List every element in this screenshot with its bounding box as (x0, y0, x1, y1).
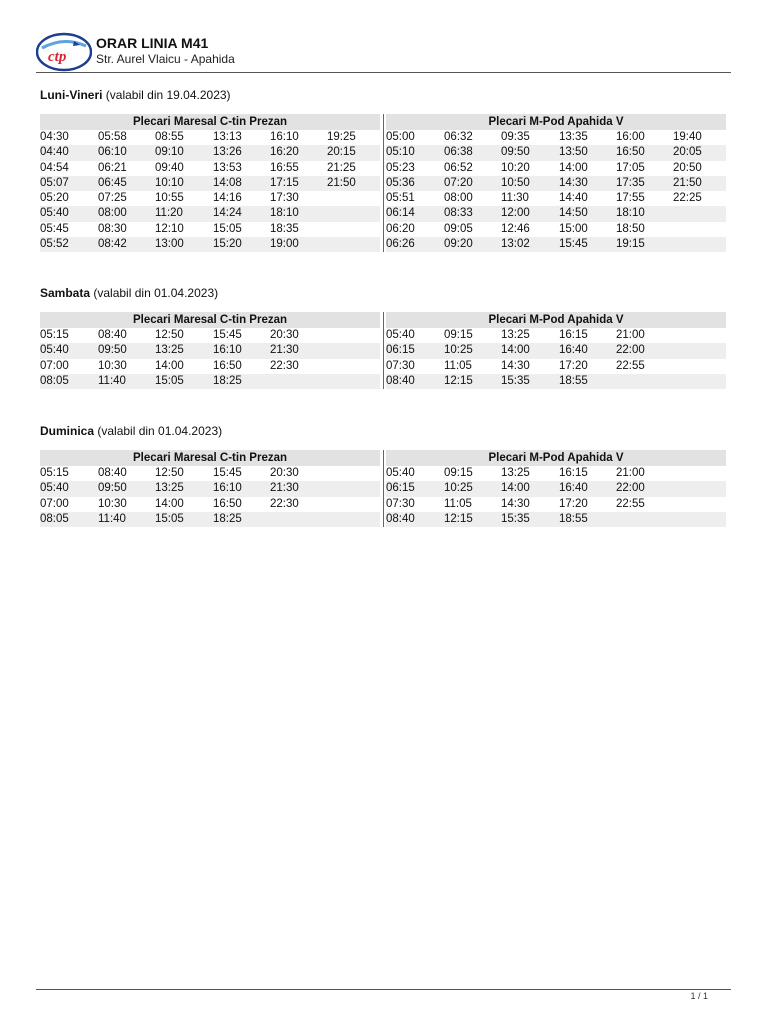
departure-time: 07:00 (40, 497, 69, 510)
departure-time: 14:30 (501, 497, 530, 510)
section-validity: (valabil din 01.04.2023) (93, 286, 219, 300)
departure-time: 15:35 (501, 512, 530, 525)
table-row (40, 237, 380, 252)
departure-time: 05:15 (40, 467, 69, 479)
departure-time: 12:15 (444, 512, 473, 525)
departure-time: 17:05 (616, 161, 645, 174)
departure-time: 07:20 (444, 176, 473, 189)
table-row (40, 497, 380, 512)
table-row (386, 206, 726, 221)
departure-time: 06:20 (386, 222, 415, 235)
table-row (40, 176, 380, 191)
departure-time: 09:15 (444, 329, 473, 341)
departure-time: 15:35 (501, 374, 530, 387)
departure-time: 09:05 (444, 222, 473, 235)
table-row (40, 466, 380, 481)
page-title: ORAR LINIA M41 (96, 35, 209, 51)
table-row (40, 328, 380, 343)
departure-time: 13:02 (501, 238, 530, 251)
departure-time: 11:40 (98, 512, 126, 525)
departure-time: 13:50 (559, 146, 588, 159)
departure-time: 18:10 (616, 207, 645, 220)
table-row (386, 176, 726, 191)
departure-time: 19:25 (327, 131, 356, 143)
departure-time: 08:40 (98, 467, 127, 479)
departure-time: 15:05 (155, 512, 184, 525)
departure-time: 05:40 (40, 207, 69, 220)
departure-time: 12:00 (501, 207, 530, 220)
departure-time: 09:50 (501, 146, 530, 159)
page-number: 1 / 1 (690, 991, 708, 1001)
departure-time: 22:55 (616, 497, 645, 510)
table-row (40, 512, 380, 527)
departure-time: 08:55 (155, 131, 184, 143)
table-row (40, 343, 380, 358)
departure-time: 16:10 (270, 131, 299, 143)
table-row (386, 328, 726, 343)
table-row (386, 512, 726, 527)
table-row (40, 130, 380, 145)
departure-time: 06:15 (386, 482, 415, 495)
departure-time: 16:15 (559, 329, 588, 341)
departure-time: 08:40 (386, 512, 415, 525)
column-divider (383, 114, 384, 252)
table-row (40, 374, 380, 389)
schedule-section-luni-vineri (40, 88, 728, 251)
departure-time: 14:00 (559, 161, 588, 174)
departure-time: 18:25 (213, 374, 242, 387)
departure-time: 07:00 (40, 359, 69, 372)
departure-time: 06:15 (386, 344, 415, 357)
departure-time: 18:10 (270, 207, 299, 220)
table-row (40, 206, 380, 221)
section-validity: (valabil din 19.04.2023) (105, 88, 231, 102)
departure-time: 12:10 (155, 222, 184, 235)
departure-time: 07:30 (386, 497, 415, 510)
departure-time: 16:20 (270, 146, 299, 159)
table-header: Plecari M-Pod Apahida V (386, 312, 726, 328)
departure-time: 11:05 (444, 497, 472, 510)
header-divider (36, 72, 731, 73)
table-row (386, 374, 726, 389)
departure-time: 21:30 (270, 344, 299, 357)
departure-time: 05:20 (40, 192, 69, 205)
table-header: Plecari M-Pod Apahida V (386, 450, 726, 466)
departure-time: 06:32 (444, 131, 473, 143)
departure-time: 05:07 (40, 176, 69, 189)
table-header: Plecari Maresal C-tin Prezan (40, 450, 380, 466)
departure-time: 18:50 (616, 222, 645, 235)
departure-time: 06:38 (444, 146, 473, 159)
departure-time: 16:10 (213, 482, 242, 495)
departure-time: 13:25 (501, 467, 530, 479)
departure-time: 04:54 (40, 161, 69, 174)
departure-time: 16:50 (213, 497, 242, 510)
departure-time: 12:46 (501, 222, 530, 235)
departure-time: 16:40 (559, 482, 588, 495)
section-validity: (valabil din 01.04.2023) (97, 424, 223, 438)
departure-time: 04:40 (40, 146, 69, 159)
departure-time: 14:16 (213, 192, 242, 205)
departure-time: 09:50 (98, 344, 127, 357)
departure-time: 18:35 (270, 222, 299, 235)
table-row (386, 191, 726, 206)
departures-apahida-table (386, 450, 726, 527)
departure-time: 13:13 (213, 131, 242, 143)
departure-time: 10:10 (155, 176, 184, 189)
departure-time: 05:15 (40, 329, 69, 341)
table-row (386, 161, 726, 176)
departure-time: 21:00 (616, 329, 645, 341)
departure-time: 21:00 (616, 467, 645, 479)
page-header (36, 32, 736, 72)
departures-prezan-table (40, 450, 380, 527)
departure-time: 11:30 (501, 192, 529, 205)
table-row (40, 481, 380, 496)
departure-time: 13:25 (155, 344, 184, 357)
departure-time: 06:21 (98, 161, 127, 174)
departure-time: 13:25 (501, 329, 530, 341)
departure-time: 04:30 (40, 131, 69, 143)
departure-time: 16:55 (270, 161, 299, 174)
departure-time: 13:53 (213, 161, 242, 174)
departure-time: 15:20 (213, 238, 242, 251)
departure-time: 21:50 (327, 176, 356, 189)
schedule-section-duminica (40, 424, 728, 525)
table-row (386, 359, 726, 374)
departure-time: 05:10 (386, 146, 415, 159)
departure-time: 15:05 (213, 222, 242, 235)
departure-time: 05:58 (98, 131, 127, 143)
departure-time: 09:15 (444, 467, 473, 479)
departure-time: 15:45 (213, 329, 242, 341)
departure-time: 06:45 (98, 176, 127, 189)
table-row (40, 359, 380, 374)
departure-time: 10:30 (98, 497, 127, 510)
departure-time: 14:00 (501, 344, 530, 357)
departure-time: 09:35 (501, 131, 530, 143)
departure-time: 05:40 (386, 467, 415, 479)
table-row (40, 222, 380, 237)
departure-time: 14:40 (559, 192, 588, 205)
departure-time: 16:50 (213, 359, 242, 372)
departure-time: 12:50 (155, 329, 184, 341)
departure-time: 12:50 (155, 467, 184, 479)
departure-time: 08:05 (40, 374, 69, 387)
departure-time: 11:05 (444, 359, 472, 372)
departure-time: 11:20 (155, 207, 183, 220)
departure-time: 18:25 (213, 512, 242, 525)
departure-time: 21:50 (673, 176, 702, 189)
departures-prezan-table (40, 114, 380, 252)
section-title (40, 88, 728, 106)
table-row (40, 145, 380, 160)
departure-time: 14:24 (213, 207, 242, 220)
departure-time: 14:30 (501, 359, 530, 372)
departure-time: 17:20 (559, 497, 588, 510)
departure-time: 05:36 (386, 176, 415, 189)
table-row (386, 237, 726, 252)
departure-time: 15:45 (559, 238, 588, 251)
departure-time: 21:25 (327, 161, 356, 174)
departure-time: 07:25 (98, 192, 127, 205)
departure-time: 06:14 (386, 207, 415, 220)
table-header: Plecari M-Pod Apahida V (386, 114, 726, 130)
departure-time: 20:15 (327, 146, 356, 159)
departure-time: 14:30 (559, 176, 588, 189)
departure-time: 16:10 (213, 344, 242, 357)
departure-time: 18:55 (559, 374, 588, 387)
departure-time: 05:40 (40, 482, 69, 495)
departure-time: 08:33 (444, 207, 473, 220)
departure-time: 13:26 (213, 146, 242, 159)
departure-time: 17:55 (616, 192, 645, 205)
departure-time: 05:40 (386, 329, 415, 341)
departure-time: 10:55 (155, 192, 184, 205)
table-row (386, 145, 726, 160)
departure-time: 18:55 (559, 512, 588, 525)
departure-time: 20:30 (270, 329, 299, 341)
departure-time: 16:50 (616, 146, 645, 159)
departure-time: 15:45 (213, 467, 242, 479)
departure-time: 22:30 (270, 359, 299, 372)
departure-time: 06:52 (444, 161, 473, 174)
table-header: Plecari Maresal C-tin Prezan (40, 312, 380, 328)
departures-apahida-table (386, 114, 726, 252)
departure-time: 05:45 (40, 222, 69, 235)
departure-time: 09:40 (155, 161, 184, 174)
footer-divider (36, 989, 731, 990)
departure-time: 09:50 (98, 482, 127, 495)
departure-time: 20:50 (673, 161, 702, 174)
departure-time: 22:25 (673, 192, 702, 205)
departure-time: 20:30 (270, 467, 299, 479)
departure-time: 15:00 (559, 222, 588, 235)
departure-time: 22:55 (616, 359, 645, 372)
departures-prezan-table (40, 312, 380, 389)
departure-time: 17:20 (559, 359, 588, 372)
table-row (386, 481, 726, 496)
departure-time: 22:00 (616, 344, 645, 357)
section-day-label: Sambata (40, 286, 91, 300)
departure-time: 08:00 (444, 192, 473, 205)
ctp-logo (36, 32, 92, 72)
departure-time: 14:00 (155, 497, 184, 510)
departure-time: 10:25 (444, 344, 473, 357)
section-title (40, 424, 728, 442)
departure-time: 05:52 (40, 238, 69, 251)
departure-time: 19:40 (673, 131, 702, 143)
table-row (40, 161, 380, 176)
column-divider (383, 450, 384, 527)
departure-time: 16:00 (616, 131, 645, 143)
departure-time: 22:30 (270, 497, 299, 510)
departure-time: 20:05 (673, 146, 702, 159)
departure-time: 06:10 (98, 146, 127, 159)
departures-apahida-table (386, 312, 726, 389)
departure-time: 16:40 (559, 344, 588, 357)
departure-time: 13:00 (155, 238, 184, 251)
departure-time: 08:42 (98, 238, 127, 251)
departure-time: 09:10 (155, 146, 184, 159)
table-row (40, 191, 380, 206)
table-row (386, 130, 726, 145)
departure-time: 08:30 (98, 222, 127, 235)
page-subtitle: Str. Aurel Vlaicu - Apahida (96, 52, 235, 66)
departure-time: 07:30 (386, 359, 415, 372)
departure-time: 08:00 (98, 207, 127, 220)
departure-time: 05:00 (386, 131, 415, 143)
departure-time: 06:26 (386, 238, 415, 251)
departure-time: 12:15 (444, 374, 473, 387)
departure-time: 08:40 (386, 374, 415, 387)
departure-time: 09:20 (444, 238, 473, 251)
svg-text:ctp: ctp (48, 49, 67, 65)
departure-time: 05:40 (40, 344, 69, 357)
table-row (386, 466, 726, 481)
departure-time: 14:08 (213, 176, 242, 189)
departure-time: 16:15 (559, 467, 588, 479)
table-row (386, 497, 726, 512)
departure-time: 17:15 (270, 176, 299, 189)
departure-time: 14:00 (501, 482, 530, 495)
departure-time: 17:30 (270, 192, 299, 205)
departure-time: 11:40 (98, 374, 126, 387)
section-day-label: Luni-Vineri (40, 88, 103, 102)
departure-time: 10:50 (501, 176, 530, 189)
departure-time: 10:20 (501, 161, 530, 174)
column-divider (383, 312, 384, 389)
departure-time: 10:25 (444, 482, 473, 495)
departure-time: 05:23 (386, 161, 415, 174)
departure-time: 19:00 (270, 238, 299, 251)
departure-time: 14:50 (559, 207, 588, 220)
departure-time: 19:15 (616, 238, 645, 251)
departure-time: 08:40 (98, 329, 127, 341)
departure-time: 05:51 (386, 192, 415, 205)
schedule-section-sambata (40, 286, 728, 387)
departure-time: 10:30 (98, 359, 127, 372)
departure-time: 08:05 (40, 512, 69, 525)
table-row (386, 222, 726, 237)
departure-time: 13:25 (155, 482, 184, 495)
table-row (386, 343, 726, 358)
section-day-label: Duminica (40, 424, 95, 438)
section-title (40, 286, 728, 304)
departure-time: 17:35 (616, 176, 645, 189)
departure-time: 21:30 (270, 482, 299, 495)
table-header: Plecari Maresal C-tin Prezan (40, 114, 380, 130)
departure-time: 13:35 (559, 131, 588, 143)
departure-time: 14:00 (155, 359, 184, 372)
departure-time: 22:00 (616, 482, 645, 495)
departure-time: 15:05 (155, 374, 184, 387)
